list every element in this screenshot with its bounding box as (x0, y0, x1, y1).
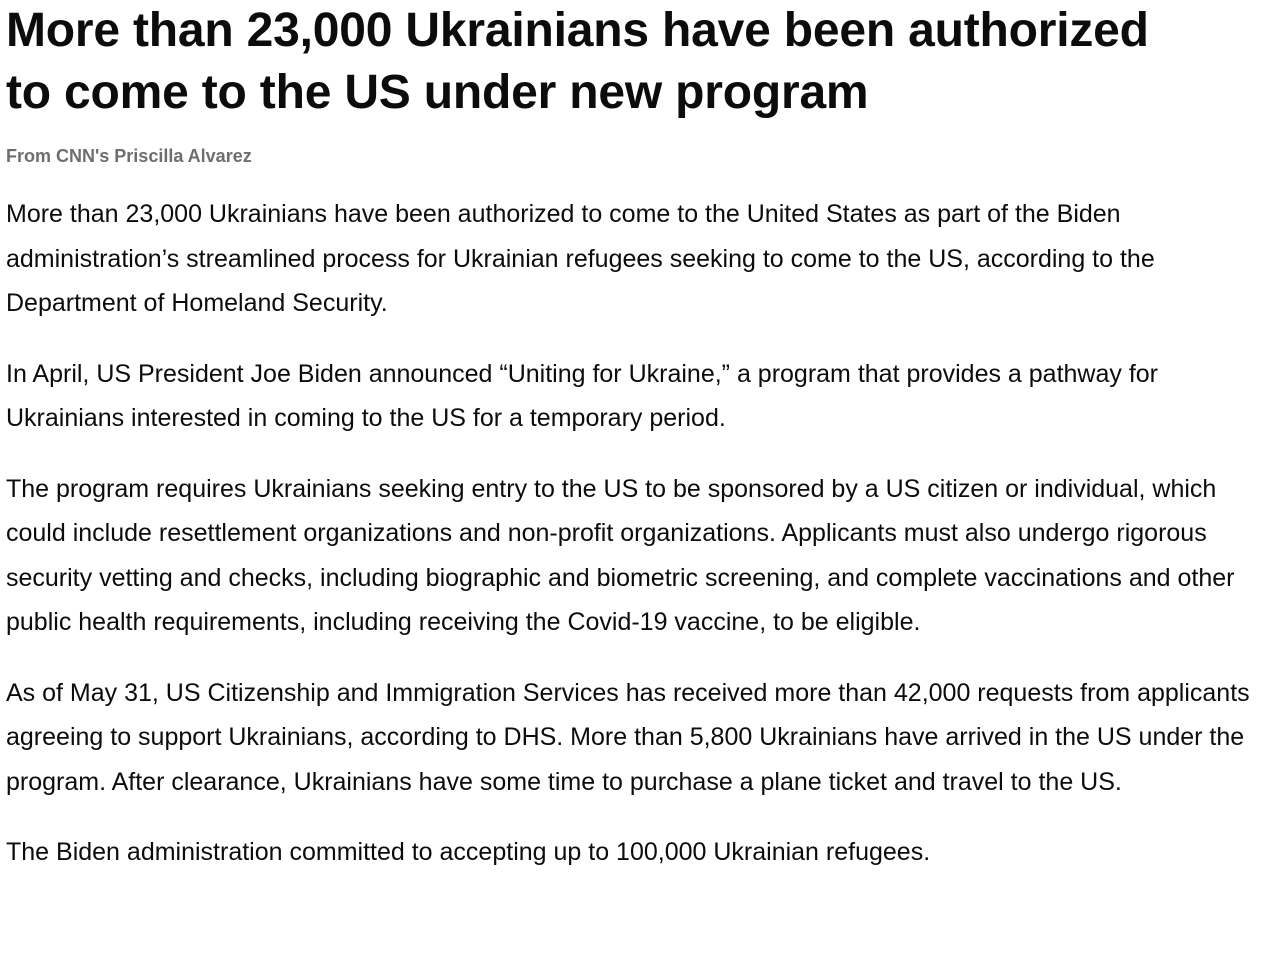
paragraph-4: As of May 31, US Citizenship and Immigration Services has received more than 42,000 requests from applicants agreeing to support Ukrainians, according to DHS. More than 5,800 Ukrainians have arrived in the US under the program. After clearance, Ukrainians have some time to purchase a plane ticket and travel to the US. (6, 678, 1250, 796)
article-body (6, 192, 1276, 875)
byline: From CNN's Priscilla Alvarez (6, 146, 252, 166)
paragraph-5: The Biden administration committed to accepting up to 100,000 Ukrainian refugees. (6, 838, 931, 866)
headline-line-1: More than 23,000 Ukrainians have been authorized (6, 4, 1149, 57)
paragraph-2: In April, US President Joe Biden announced “Uniting for Ukraine,” a program that provides a pathway for Ukrainians interested in coming to the US for a temporary period. (6, 359, 1159, 432)
headline-line-2: to come to the US under new program (6, 66, 869, 119)
article (6, 0, 1276, 901)
paragraph-1: More than 23,000 Ukrainians have been authorized to come to the United States as part of the Biden administration’s streamlined process for Ukrainian refugees seeking to come to the US, according to the Department of Homeland Security. (6, 200, 1155, 317)
paragraph-3: The program requires Ukrainians seeking entry to the US to be sponsored by a US citizen or individual, which could include resettlement organizations and non-profit organizations. Applicants must also undergo rigorous security vetting and checks, including biographic and biometric screening, and complete vaccinations and other public health requirements, including receiving the Covid-19 vaccine, to be eligible. (6, 474, 1235, 636)
headline (6, 0, 1276, 124)
